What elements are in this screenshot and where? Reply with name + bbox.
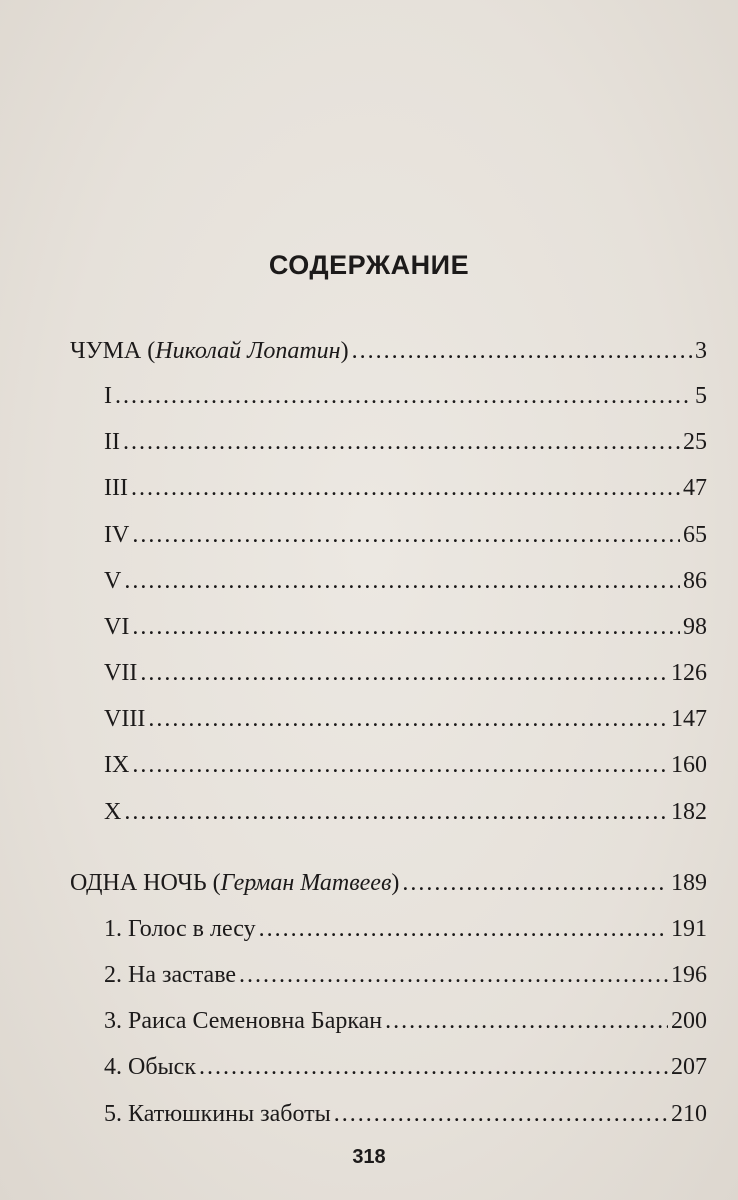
toc-item bbox=[104, 909, 707, 949]
toc-page-number: 25 bbox=[683, 429, 707, 455]
toc-item bbox=[104, 1047, 707, 1087]
toc-page-number: 160 bbox=[671, 752, 707, 778]
toc-item bbox=[104, 561, 707, 601]
toc-leader-dots bbox=[239, 955, 668, 995]
toc-item-label: 3. Раиса Семеновна Баркан bbox=[104, 1008, 383, 1034]
toc-item bbox=[104, 1001, 707, 1041]
toc-item-label: III bbox=[104, 475, 128, 501]
toc-leader-dots bbox=[334, 1094, 668, 1134]
toc-leader-dots bbox=[131, 468, 680, 508]
toc-item-label: IV bbox=[104, 522, 130, 548]
toc-page-number: 98 bbox=[683, 614, 707, 640]
toc-item bbox=[104, 515, 707, 555]
toc-leader-dots bbox=[132, 745, 668, 785]
toc-page-number: 200 bbox=[671, 1008, 707, 1034]
toc-item bbox=[104, 699, 707, 739]
toc-item-label: 4. Обыск bbox=[104, 1054, 196, 1080]
toc-leader-dots bbox=[115, 376, 692, 416]
toc-page-number: 210 bbox=[671, 1101, 707, 1127]
toc-item bbox=[104, 1094, 707, 1134]
toc-section-chuma bbox=[70, 331, 707, 371]
toc-leader-dots bbox=[123, 422, 680, 462]
toc-item-label: VIII bbox=[104, 706, 146, 732]
toc-page-number: 5 bbox=[695, 383, 707, 409]
toc-leader-dots bbox=[124, 792, 668, 832]
toc-leader-dots bbox=[132, 515, 680, 555]
toc-leader-dots bbox=[352, 331, 692, 371]
toc-page-number: 65 bbox=[683, 522, 707, 548]
toc-item bbox=[104, 792, 707, 832]
toc-leader-dots bbox=[385, 1001, 668, 1041]
toc-page-number: 191 bbox=[671, 916, 707, 942]
toc-page-number: 207 bbox=[671, 1054, 707, 1080]
toc-leader-dots bbox=[148, 699, 668, 739]
toc-item bbox=[104, 653, 707, 693]
toc-section-title: ЧУМА (Николай Лопатин) bbox=[70, 338, 349, 364]
toc-item bbox=[104, 955, 707, 995]
toc-item-label: II bbox=[104, 429, 120, 455]
toc-leader-dots bbox=[259, 909, 668, 949]
toc-item-label: 1. Голос в лесу bbox=[104, 916, 256, 942]
toc-leader-dots bbox=[402, 863, 668, 903]
toc-leader-dots bbox=[124, 561, 680, 601]
toc-section-title: ОДНА НОЧЬ (Герман Матвеев) bbox=[70, 870, 400, 896]
toc-item-label: VII bbox=[104, 660, 138, 686]
toc-section-author: Николай Лопатин bbox=[155, 338, 341, 364]
toc-page-number: 47 bbox=[683, 475, 707, 501]
toc-page-number: 196 bbox=[671, 962, 707, 988]
toc-page-number: 86 bbox=[683, 568, 707, 594]
toc-page-number: 3 bbox=[695, 338, 707, 364]
toc-item-label: 5. Катюшкины заботы bbox=[104, 1101, 331, 1127]
toc-item-label: IX bbox=[104, 752, 130, 778]
toc-item-label: X bbox=[104, 799, 122, 825]
toc-page-number: 147 bbox=[671, 706, 707, 732]
toc-section-author: Герман Матвеев bbox=[220, 870, 392, 896]
toc-page-number: 126 bbox=[671, 660, 707, 686]
toc-item bbox=[104, 607, 707, 647]
toc-section-odna-noch bbox=[70, 863, 707, 903]
toc-page-number: 189 bbox=[671, 870, 707, 896]
toc-item-label: V bbox=[104, 568, 122, 594]
toc-item-label: I bbox=[104, 383, 112, 409]
toc-leader-dots bbox=[199, 1047, 668, 1087]
toc-item-label: 2. На заставе bbox=[104, 962, 237, 988]
toc-page-number: 182 bbox=[671, 799, 707, 825]
page-title: СОДЕРЖАНИЕ bbox=[268, 250, 470, 280]
toc-item-label: VI bbox=[104, 614, 130, 640]
toc-item bbox=[104, 745, 707, 785]
toc-leader-dots bbox=[132, 607, 680, 647]
toc-item bbox=[104, 468, 707, 508]
toc-item bbox=[104, 376, 707, 416]
toc-item bbox=[104, 422, 707, 462]
page-number-footer: 318 bbox=[352, 1146, 386, 1168]
toc-leader-dots bbox=[140, 653, 668, 693]
